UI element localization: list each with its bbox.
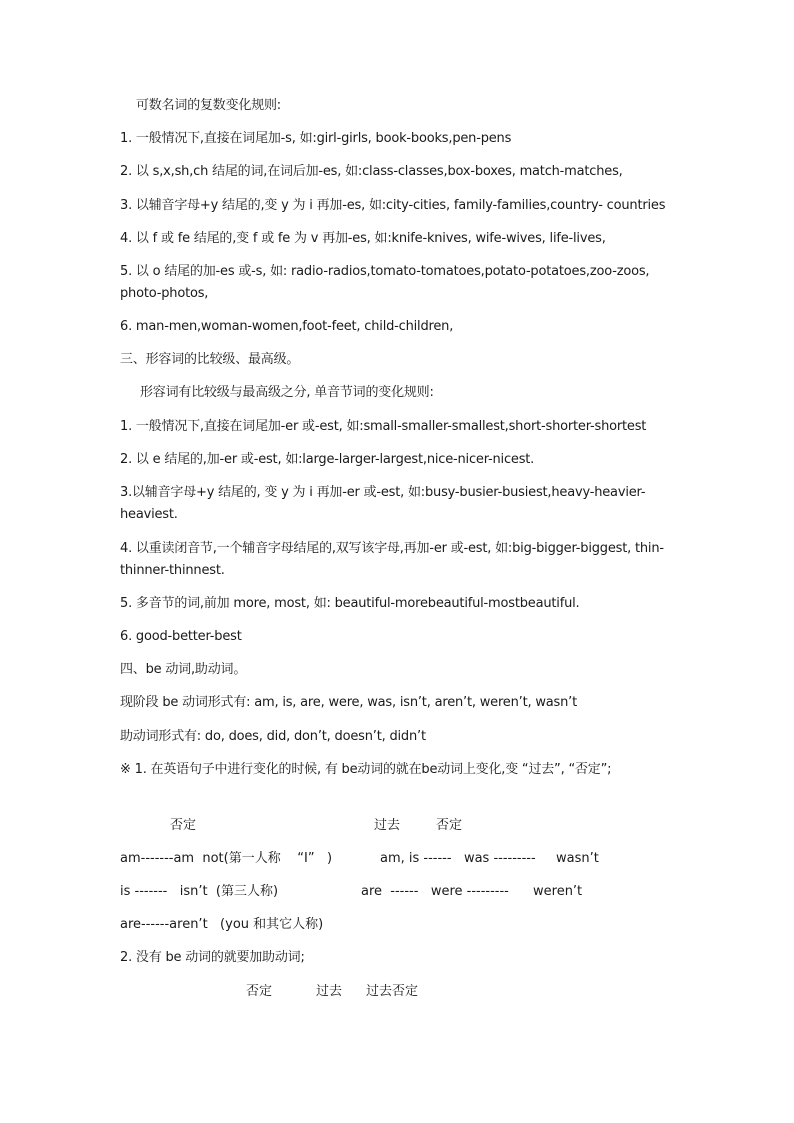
paragraph-intro: 形容词有比较级与最高级之分, 单音节词的变化规则: [140,385,434,400]
table-row [120,848,680,870]
header-past: 过去 [316,984,343,999]
rule-line: 5. 多音节的词,前加 more, most, 如: beautiful-morebeautiful-mostbeautiful. [120,596,580,611]
rule-line: 2. 以 e 结尾的,加-er 或-est, 如:large-larger-largest,nice-nicer-nicest. [120,452,535,467]
rule-line: 1. 一般情况下,直接在词尾加-s, 如:girl-girls, book-books,pen-pens [120,131,512,146]
header-past-negative: 过去否定 [366,984,419,999]
table2-header [120,981,680,1003]
row-right: wasn’t [556,851,599,866]
rule-line: 6. good-better-best [120,629,242,644]
rule-line: 1. 一般情况下,直接在词尾加-er 或-est, 如:small-smaller-smallest,short-shorter-shortest [120,419,647,434]
row-right: weren’t [533,884,583,899]
be-verb-forms: 现阶段 be 动词形式有: am, is, are, were, was, isn’t, aren’t, weren’t, wasn’t [120,695,577,710]
header-past-negative: 否定 [436,818,463,833]
rule-line: 5. 以 o 结尾的加-es 或-s, 如: radio-radios,tomato-tomatoes,potato-potatoes,zoo-zoos, photo-photos, [120,264,650,301]
rule-line: 2. 以 s,x,sh,ch 结尾的词,在词后加-es, 如:class-classes,box-boxes, match-matches, [120,164,623,179]
header-negative: 否定 [246,984,273,999]
rule-line: 4. 以 f 或 fe 结尾的,变 f 或 fe 为 v 再加-es, 如:knife-knives, wife-wives, life-lives, [120,231,606,246]
rule-line: 4. 以重读闭音节,一个辅音字母结尾的,双写该字母,再加-er 或-est, 如:big-bigger-biggest, thin-thinner-thinnest. [120,541,664,578]
rule-line: 2. 没有 be 动词的就要加助动词; [120,950,305,965]
heading-plural-rules: 可数名词的复数变化规则: [136,98,281,113]
header-negative: 否定 [170,818,197,833]
auxiliary-verb-forms: 助动词形式有: do, does, did, don’t, doesn’t, didn’t [120,729,426,744]
row-mid: are ------ were --------- [361,884,509,899]
header-past: 过去 [374,818,401,833]
table-row [120,914,680,936]
rule-line: 3.以辅音字母+y 结尾的, 变 y 为 i 再加-er 或-est, 如:busy-busier-busiest,heavy-heavier-heaviest. [120,485,646,522]
section-heading-adjectives: 三、形容词的比较级、最高级。 [120,352,300,367]
row-left: am-------am not(第一人称 “I” ) [120,851,333,866]
table1-header [120,815,680,837]
rule-line: 3. 以辅音字母+y 结尾的,变 y 为 i 再加-es, 如:city-cities, family-families,country- countries [120,198,666,213]
row-left: are------aren’t (you 和其它人称) [120,917,324,932]
section-heading-be-verbs: 四、be 动词,助动词。 [120,662,247,677]
row-left: is ------- isn’t (第三人称) [120,884,279,899]
table-row [120,881,680,903]
row-mid: am, is ------ was --------- [380,851,536,866]
rule-line: 6. man-men,woman-women,foot-feet, child-children, [120,319,454,334]
note-line: ※ 1. 在英语句子中进行变化的时候, 有 be动词的就在be动词上变化,变 “过去”, “否定”; [120,762,612,777]
